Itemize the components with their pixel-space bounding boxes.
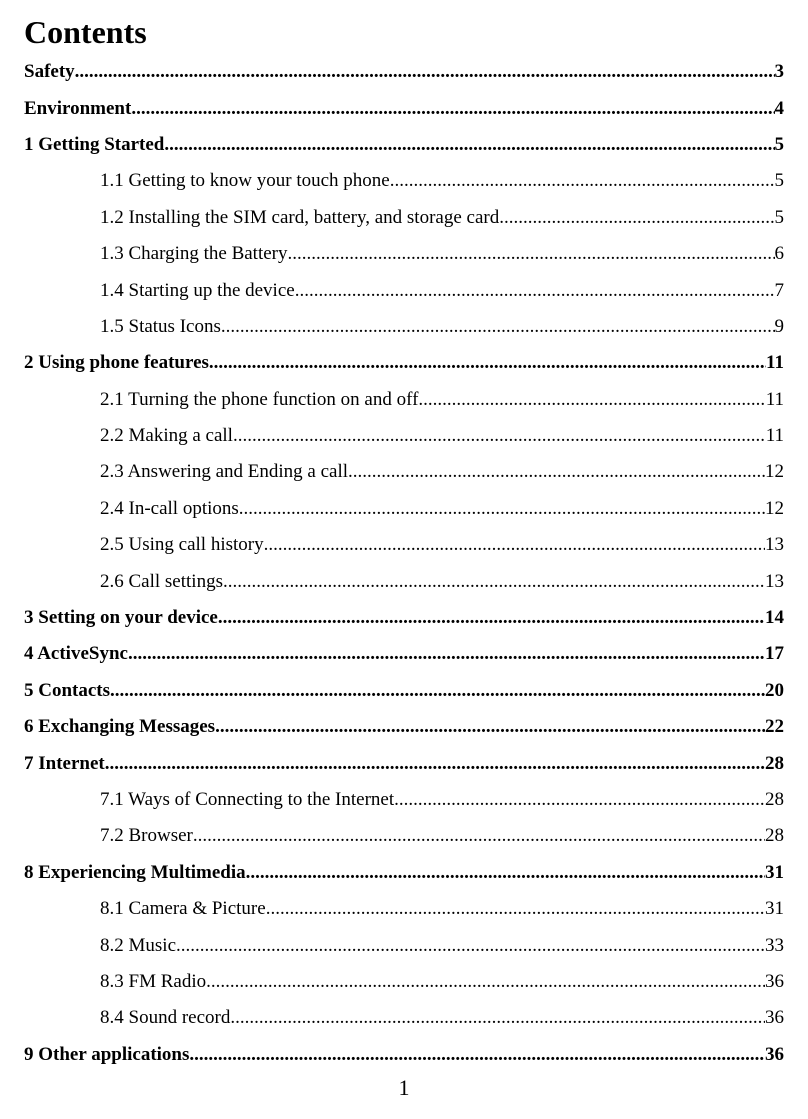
- toc-entry-page: 11: [765, 388, 784, 410]
- toc-entry-page: 3: [774, 61, 784, 83]
- toc-entry[interactable]: [0, 1000, 808, 1036]
- toc-entry[interactable]: [0, 927, 808, 963]
- toc-entry-title: 1.4 Starting up the device: [100, 279, 295, 301]
- dot-leader: [189, 1044, 765, 1066]
- toc-entry[interactable]: [0, 709, 808, 745]
- dot-leader: [221, 316, 775, 338]
- toc-entry[interactable]: [0, 1037, 808, 1073]
- toc-entry[interactable]: [0, 382, 808, 418]
- dot-leader: [348, 461, 765, 483]
- toc-entry[interactable]: [0, 236, 808, 272]
- dot-leader: [176, 935, 765, 957]
- toc-entry-title: 8.1 Camera & Picture: [100, 898, 266, 920]
- dot-leader: [193, 825, 765, 847]
- toc-entry-page: 7: [774, 279, 784, 301]
- toc-entry[interactable]: [0, 636, 808, 672]
- toc-entry[interactable]: [0, 454, 808, 490]
- toc-entry-page: 31: [765, 861, 784, 883]
- toc-entry-title: 1.5 Status Icons: [100, 315, 221, 337]
- toc-entry[interactable]: [0, 272, 808, 308]
- toc-entry[interactable]: [0, 855, 808, 891]
- toc-entry-page: 22: [765, 716, 784, 738]
- toc-entry-title: 2.2 Making a call: [100, 425, 233, 447]
- dot-leader: [246, 862, 765, 884]
- toc-entry[interactable]: [0, 200, 808, 236]
- dot-leader: [295, 280, 775, 302]
- toc-entry-title: 8.2 Music: [100, 934, 176, 956]
- page-number: 1: [398, 1075, 410, 1100]
- dot-leader: [394, 789, 765, 811]
- toc-entry[interactable]: [0, 782, 808, 818]
- toc-entry-title: 7 Internet: [24, 752, 105, 774]
- toc-entry-title: 3 Setting on your device: [24, 607, 218, 629]
- dot-leader: [239, 498, 765, 520]
- toc-entry-page: 4: [774, 97, 784, 119]
- toc-entry[interactable]: [0, 491, 808, 527]
- toc-entry-title: 2.4 In-call options: [100, 497, 239, 519]
- dot-leader: [288, 243, 775, 265]
- dot-leader: [131, 98, 774, 120]
- toc-entry-title: Safety: [24, 61, 75, 83]
- toc-entry[interactable]: [0, 54, 808, 90]
- toc-entry-page: 33: [765, 934, 784, 956]
- toc-entry[interactable]: [0, 345, 808, 381]
- toc-entry-page: 20: [765, 679, 784, 701]
- toc-entry-page: 11: [765, 425, 784, 447]
- toc-entry-title: 2.3 Answering and Ending a call: [100, 461, 349, 483]
- toc-entry-page: 31: [765, 898, 784, 920]
- toc-entry[interactable]: [0, 600, 808, 636]
- toc-entry-page: 14: [765, 607, 784, 629]
- toc-entry-page: 17: [765, 643, 784, 665]
- toc-entry-page: 12: [765, 497, 784, 519]
- toc-entry-title: Environment: [24, 97, 132, 119]
- toc-entry[interactable]: [0, 309, 808, 345]
- toc-entry-title: 9 Other applications: [24, 1043, 190, 1065]
- toc-entry-title: 8.3 FM Radio: [100, 970, 207, 992]
- toc-entry[interactable]: [0, 563, 808, 599]
- toc-entry-page: 6: [774, 243, 784, 265]
- dot-leader: [499, 207, 774, 229]
- toc-entry-title: 7.1 Ways of Connecting to the Internet: [100, 789, 395, 810]
- toc-entry-page: 11: [766, 352, 784, 374]
- toc-entry-title: 2 Using phone features: [24, 352, 209, 374]
- toc-entry-title: 2.5 Using call history: [100, 534, 264, 556]
- toc-entry-title: 8.4 Sound record: [100, 1007, 231, 1029]
- toc-entry-title: 7.2 Browser: [100, 825, 193, 847]
- toc-entry[interactable]: [0, 673, 808, 709]
- toc-entry-page: 36: [765, 1007, 784, 1029]
- toc-entry-title: 1 Getting Started: [24, 133, 165, 155]
- toc-entry-page: 5: [774, 133, 784, 155]
- toc-entry-title: 4 ActiveSync: [24, 643, 128, 665]
- dot-leader: [164, 134, 774, 156]
- toc-entry-page: 12: [765, 461, 784, 483]
- toc-entry-title: 1.2 Installing the SIM card, battery, and storage card: [100, 206, 500, 228]
- dot-leader: [418, 389, 765, 411]
- toc-entry-page: 28: [765, 789, 784, 810]
- toc-entry-title: 1.1 Getting to know your touch phone: [100, 170, 390, 192]
- toc-entry-page: 36: [765, 970, 784, 992]
- toc-entry-title: 2.6 Call settings: [100, 570, 223, 592]
- toc-entry-page: 28: [765, 825, 784, 847]
- dot-leader: [264, 534, 765, 556]
- page-title: Contents: [24, 14, 147, 50]
- table-of-contents: [0, 54, 808, 1073]
- dot-leader: [215, 716, 765, 738]
- dot-leader: [233, 425, 766, 447]
- toc-entry-page: 13: [765, 570, 784, 592]
- toc-entry[interactable]: [0, 818, 808, 854]
- toc-entry-title: 8 Experiencing Multimedia: [24, 861, 246, 883]
- dot-leader: [206, 971, 765, 993]
- toc-entry[interactable]: [0, 127, 808, 163]
- dot-leader: [110, 680, 765, 702]
- toc-entry-page: 13: [765, 534, 784, 556]
- dot-leader: [75, 61, 775, 83]
- toc-entry-page: 36: [765, 1043, 784, 1065]
- toc-entry-page: 5: [774, 206, 784, 228]
- toc-entry-title: 1.3 Charging the Battery: [100, 243, 288, 265]
- toc-entry-title: 5 Contacts: [24, 679, 111, 701]
- toc-entry[interactable]: [0, 964, 808, 1000]
- toc-entry-page: 5: [774, 170, 784, 192]
- dot-leader: [218, 607, 765, 629]
- toc-entry[interactable]: [0, 163, 808, 199]
- dot-leader: [390, 170, 775, 192]
- toc-entry-title: 6 Exchanging Messages: [24, 716, 216, 738]
- toc-entry[interactable]: [0, 745, 808, 781]
- dot-leader: [128, 643, 765, 665]
- toc-entry[interactable]: [0, 527, 808, 563]
- dot-leader: [230, 1007, 765, 1029]
- toc-entry-page: 9: [774, 315, 784, 337]
- toc-entry[interactable]: [0, 891, 808, 927]
- toc-entry[interactable]: [0, 90, 808, 126]
- toc-entry-title: 2.1 Turning the phone function on and off: [100, 388, 419, 410]
- dot-leader: [209, 352, 766, 374]
- toc-entry[interactable]: [0, 418, 808, 454]
- dot-leader: [105, 753, 765, 775]
- dot-leader: [223, 571, 765, 593]
- dot-leader: [266, 898, 765, 920]
- toc-entry-page: 28: [765, 752, 784, 774]
